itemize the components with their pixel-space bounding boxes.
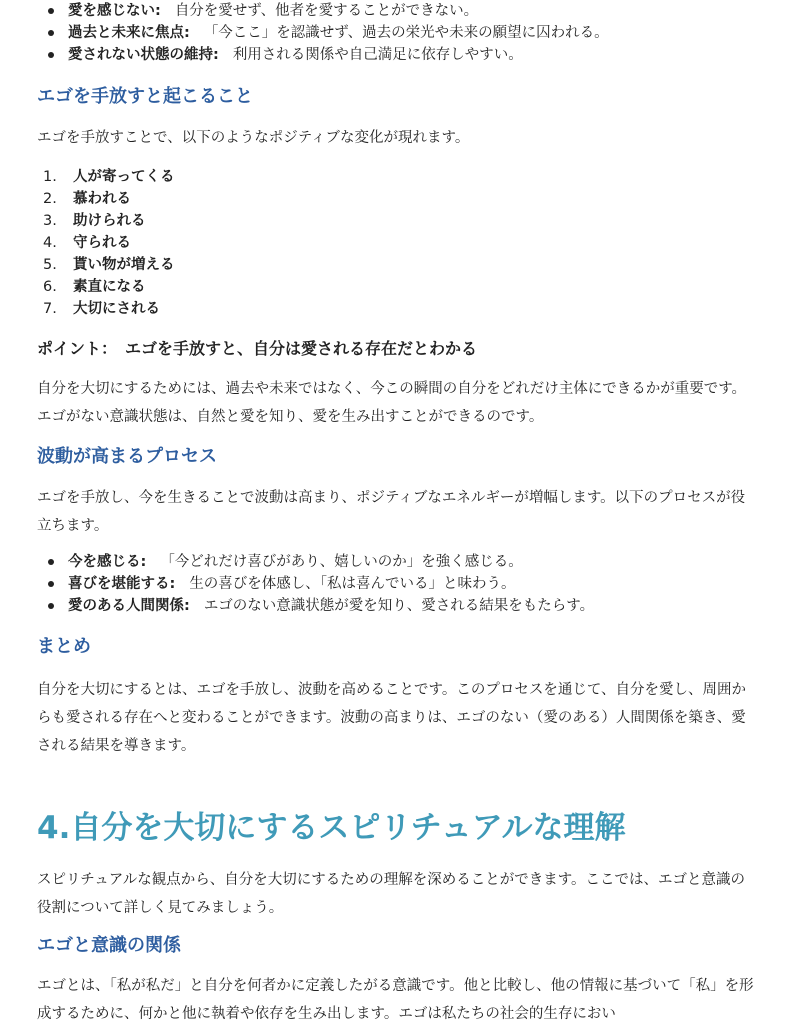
release-intro: エゴを手放すことで、以下のようなポジティブな変化が現れます。	[37, 130, 470, 146]
wave-intro: エゴを手放し、今を生きることで波動は高まり、ポジティブなエネルギーが増幅します。以下のプロセスが役立ちます。	[37, 490, 746, 534]
list-desc: 利用される関係や自己満足に依存しやすい。	[232, 47, 523, 63]
list-term: 過去と未来に焦点:	[68, 25, 190, 41]
list-desc: 自分を愛せず、他者を愛することができない。	[174, 3, 479, 19]
list-text: 貰い物が増える	[73, 257, 175, 273]
list-text: 人が寄ってくる	[73, 169, 175, 185]
release-benefits-list	[37, 166, 757, 320]
section-heading-wave: 波動が高まるプロセス	[37, 446, 217, 467]
list-text: 助けられる	[73, 213, 146, 229]
list-item	[37, 0, 757, 22]
summary-body: 自分を大切にするとは、エゴを手放し、波動を高めることです。このプロセスを通じて、自分を愛し、周囲からも愛される存在へと変わることができます。波動の高まりは、エゴのない（愛のある）人間関係を築き、愛される結果を導きます。	[37, 682, 747, 754]
list-number: 4.	[43, 235, 57, 251]
list-text: 素直になる	[73, 279, 146, 295]
list-item	[37, 166, 757, 188]
list-item	[37, 22, 757, 44]
list-number: 7.	[43, 301, 57, 317]
section-heading-release: エゴを手放すと起こること	[37, 86, 253, 107]
list-term: 愛のある人間関係:	[68, 598, 190, 614]
point-heading: ポイント： エゴを手放すと、自分は愛される存在だとわかる	[37, 339, 478, 358]
list-item	[37, 188, 757, 210]
list-item	[37, 210, 757, 232]
spiritual-intro: スピリチュアルな観点から、自分を大切にするための理解を深めることができます。ここでは、エゴと意識の役割について詳しく見てみましょう。	[37, 872, 746, 916]
point-body: 自分を大切にするためには、過去や未来ではなく、今この瞬間の自分をどれだけ主体にできるかが重要です。エゴがない意識状態は、自然と愛を知り、愛を生み出すことができるのです。	[37, 381, 747, 425]
section-heading-ego-consciousness: エゴと意識の関係	[37, 935, 181, 956]
list-number: 3.	[43, 213, 57, 229]
wave-process-list	[37, 551, 757, 617]
list-item	[37, 232, 757, 254]
list-item	[37, 573, 757, 595]
list-desc: 「今ここ」を認識せず、過去の栄光や未来の願望に囚われる。	[203, 25, 609, 41]
list-item	[37, 595, 757, 617]
list-term: 今を感じる:	[68, 554, 147, 570]
list-term: 愛されない状態の維持:	[68, 47, 219, 63]
ego-consciousness-body: エゴとは、「私が私だ」と自分を何者かに定義したがる意識です。他と比較し、他の情報に基づいて「私」を形成するために、何かと他に執着や依存を生み出します。エゴは私たちの社会的生存におい	[37, 978, 754, 1022]
ego-effects-list	[37, 0, 757, 66]
list-number: 6.	[43, 279, 57, 295]
list-number: 2.	[43, 191, 57, 207]
list-item	[37, 276, 757, 298]
list-item	[37, 44, 757, 66]
list-term: 喜びを堪能する:	[68, 576, 176, 592]
section-title-spiritual: 4.自分を大切にするスピリチュアルな理解	[37, 810, 626, 846]
list-item	[37, 551, 757, 573]
list-desc: 生の喜びを体感し、「私は喜んでいる」と味わう。	[189, 576, 516, 592]
section-heading-summary: まとめ	[37, 636, 91, 657]
list-text: 慕われる	[73, 191, 131, 207]
list-desc: エゴのない意識状態が愛を知り、愛される結果をもたらす。	[203, 598, 595, 614]
list-desc: 「今どれだけ喜びがあり、嬉しいのか」を強く感じる。	[160, 554, 523, 570]
list-number: 5.	[43, 257, 57, 273]
list-text: 大切にされる	[73, 301, 160, 317]
list-item	[37, 298, 757, 320]
list-item	[37, 254, 757, 276]
list-text: 守られる	[73, 235, 131, 251]
list-term: 愛を感じない:	[68, 3, 161, 19]
list-number: 1.	[43, 169, 57, 185]
